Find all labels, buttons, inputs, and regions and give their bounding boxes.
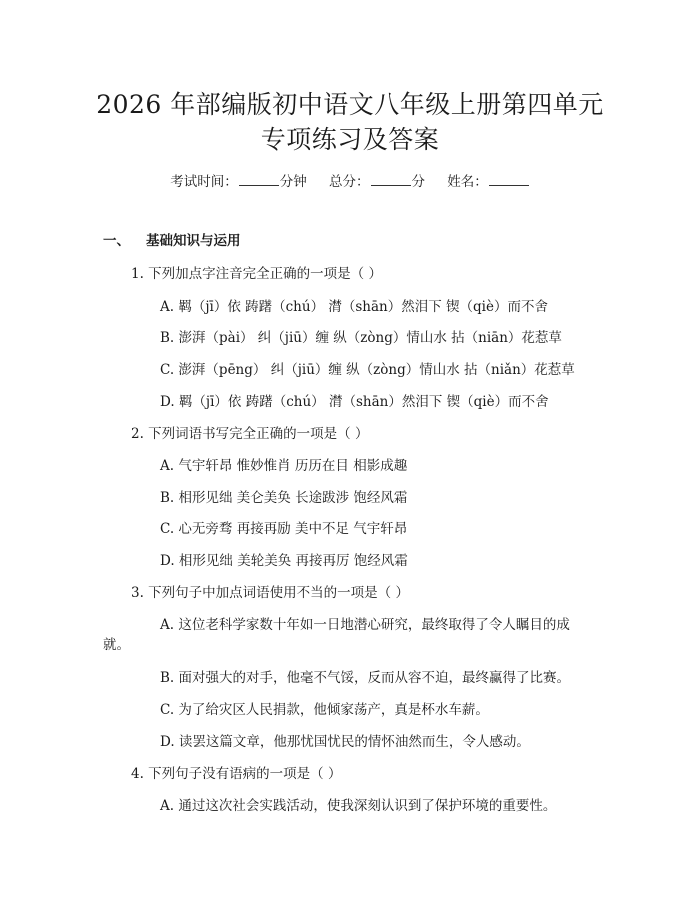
section-number: 一、 (103, 233, 130, 249)
question-3: 3. 下列句子中加点词语使用不当的一项是（ ） (131, 585, 409, 601)
question-3-option-d: D. 读罢这篇文章，他那忧国忧民的情怀油然而生，令人感动。 (160, 734, 530, 750)
question-1-option-b: B. 澎湃（pài） 纠（jiū）缠 纵（zòng）情山水 拈（niān）花惹草 (160, 330, 562, 346)
question-3-option-c: C. 为了给灾区人民捐款，他倾家荡产，真是杯水车薪。 (160, 702, 489, 718)
question-1-option-a: A. 羁（jī）依 踌躇（chú） 潸（shān）然泪下 锲（qiè）而不舍 (160, 299, 548, 315)
question-3-option-a: A. 这位老科学家数十年如一日地潜心研究，最终取得了令人瞩目的成 (160, 617, 570, 633)
question-4: 4. 下列句子没有语病的一项是（ ） (131, 766, 342, 782)
exam-time-blank (239, 173, 279, 186)
section-heading (103, 229, 241, 249)
question-2-option-c: C. 心无旁骛 再接再励 美中不足 气宇轩昂 (160, 521, 408, 537)
total-score-blank (371, 173, 411, 186)
question-1: 1. 下列加点字注音完全正确的一项是（ ） (131, 266, 382, 282)
section-title: 基础知识与运用 (146, 233, 241, 249)
question-1-option-c: C. 澎湃（pēng） 纠（jiū）缠 纵（zòng）情山水 拈（niǎn）花惹草 (160, 362, 575, 378)
question-4-option-a: A. 通过这次社会实践活动，使我深刻认识到了保护环境的重要性。 (160, 798, 557, 814)
question-2-option-a: A. 气宇轩昂 惟妙惟肖 历历在目 相影成趣 (160, 458, 408, 474)
page-title-line1: 2026 年部编版初中语文八年级上册第四单元 (96, 90, 604, 119)
page-title-line2: 专项练习及答案 (260, 125, 440, 154)
exam-meta (0, 170, 700, 190)
question-3-option-a-continued: 就。 (103, 637, 130, 653)
exam-time (170, 174, 307, 190)
total-score (329, 174, 425, 190)
question-2-option-d: D. 相形见绌 美轮美奂 再接再厉 饱经风霜 (160, 553, 408, 569)
question-2-option-b: B. 相形见绌 美仑美奂 长途跋涉 饱经风霜 (160, 490, 408, 506)
student-name-label: 姓名： (447, 174, 488, 190)
exam-time-unit: 分钟 (279, 174, 307, 190)
total-score-unit: 分 (411, 174, 425, 190)
question-2: 2. 下列词语书写完全正确的一项是（ ） (131, 426, 369, 442)
question-3-option-b: B. 面对强大的对手，他毫不气馁，反而从容不迫，最终赢得了比赛。 (160, 670, 571, 686)
total-score-label: 总分： (329, 174, 370, 190)
question-1-option-d: D. 羁（jī）依 踌躇（chú） 潸（shān）然泪下 锲（qiè）而不舍 (160, 394, 549, 410)
student-name (447, 174, 530, 190)
exam-time-label: 考试时间： (170, 174, 238, 190)
student-name-blank (489, 173, 529, 186)
